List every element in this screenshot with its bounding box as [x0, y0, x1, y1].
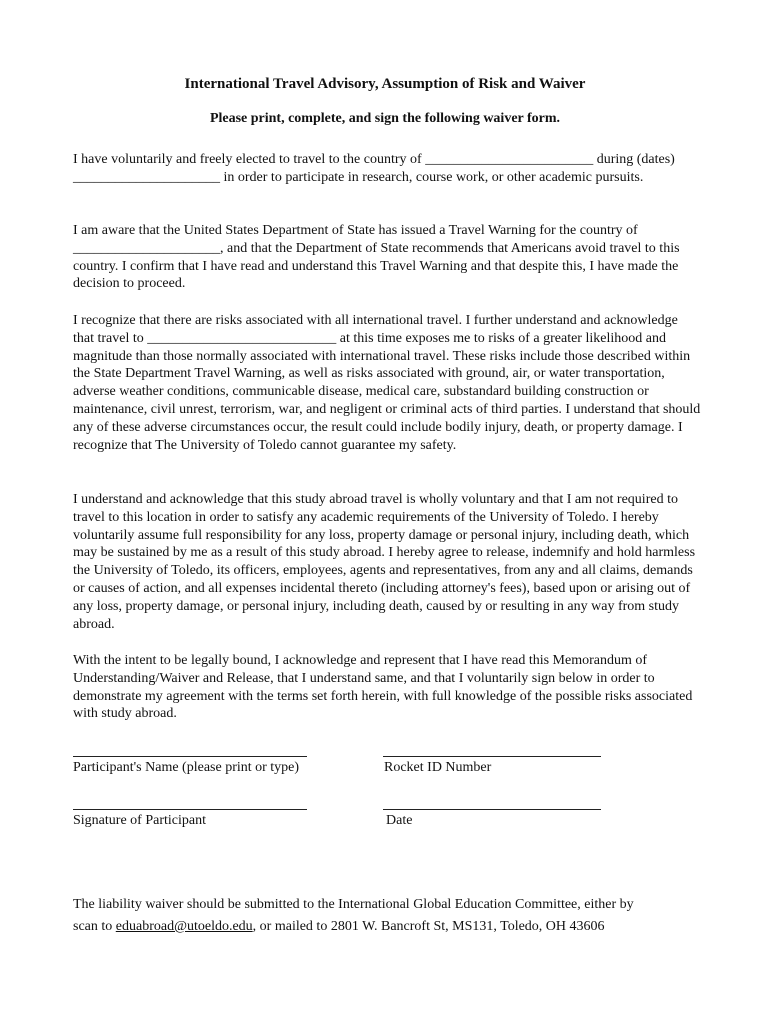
participant-name-label: Participant's Name (please print or type)	[73, 760, 300, 775]
rocket-id-line[interactable]	[383, 756, 601, 757]
paragraph-risk-recognition: I recognize that there are risks associated with all international travel. I further understand and acknowledge that travel to ___________________________ at this time exposes me to risks of a greater likelihood and magnitude than those normally associated with international travel. These risks include those described within the State Department Travel Warning, as well as risks associated with ground, air, or water transportation, adverse weather conditions, communicable disease, medical care, substandard building construction or maintenance, civil unrest, terrorism, war, and negligent or criminal acts of third parties. I understand that should any of these adverse circumstances occur, the result could include bodily injury, death, or property damage. I recognize that The University of Toledo cannot guarantee my safety.	[73, 313, 701, 453]
rocket-id-label: Rocket ID Number	[384, 760, 492, 775]
paragraph-legal-intent: With the intent to be legally bound, I acknowledge and represent that I have read this Memorandum of Understanding/Waiver and Release, that I understand same, and that I voluntarily sign below in order to demonstrate my agreement with the terms set forth herein, with full knowledge of the possible risks associated with study abroad.	[73, 653, 693, 722]
email-link[interactable]: eduabroad@utoeldo.edu	[115, 919, 253, 934]
submission-address: , or mailed to 2801 W. Bancroft St, MS131, Toledo, OH 43606	[252, 919, 605, 934]
signature-line[interactable]	[73, 809, 307, 810]
submission-instructions	[73, 894, 713, 938]
date-line[interactable]	[383, 809, 601, 810]
document-title: International Travel Advisory, Assumption of Risk and Waiver	[184, 76, 586, 92]
paragraph-release-indemnify: I understand and acknowledge that this study abroad travel is wholly voluntary and that I am not required to travel to this location in order to satisfy any academic requirements of the University of Toledo. I hereby voluntarily assume full responsibility for any loss, property damage or personal injury, including death, which may be sustained by me as a result of this study abroad. I hereby agree to release, indemnify and hold harmless the University of Toledo, its officers, employees, agents and representatives, from any and all claims, demands or causes of action, and all expenses incidental thereto (including attorney's fees), based upon or arising out of any loss, property damage, or personal injury, including death, caused by or resulting in any way from study abroad.	[73, 492, 696, 632]
date-label: Date	[386, 813, 413, 828]
submission-line-1: The liability waiver should be submitted to the International Global Education Committee, either by	[73, 897, 634, 912]
signature-label: Signature of Participant	[73, 813, 206, 828]
document-subtitle: Please print, complete, and sign the following waiver form.	[209, 111, 561, 126]
participant-name-line[interactable]	[73, 756, 307, 757]
submission-line-2	[73, 916, 713, 938]
paragraph-travel-election: I have voluntarily and freely elected to travel to the country of ________________________ during (dates) _____________________ in order to participate in research, course work, or other academic pursuits.	[73, 152, 675, 185]
submission-prefix: scan to	[73, 919, 116, 934]
paragraph-travel-warning: I am aware that the United States Department of State has issued a Travel Warning for the country of _____________________, and that the Department of State recommends that Americans avoid travel to this country. I confirm that I have read and understand this Travel Warning and that despite this, I have made the decision to proceed.	[73, 223, 680, 292]
